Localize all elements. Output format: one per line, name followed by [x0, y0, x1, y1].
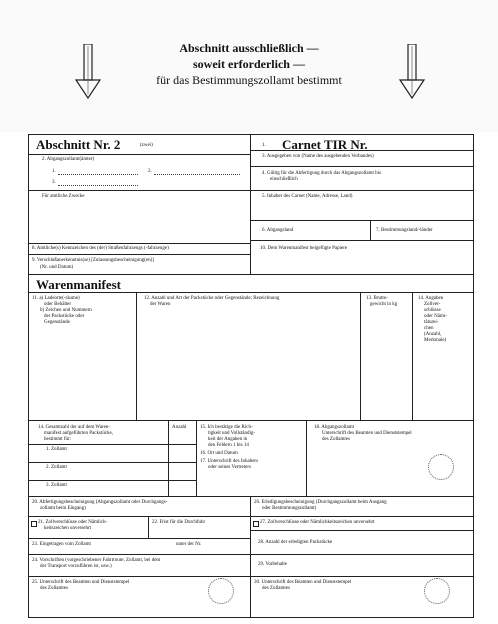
rule [28, 538, 250, 539]
field-21-checkbox[interactable] [31, 521, 37, 527]
zollamt-2: 2. Zollamt [46, 465, 67, 470]
section-title: Abschnitt Nr. 2 [36, 137, 121, 152]
header-line-3: für das Bestimmungszollamt bestimmt [156, 73, 342, 87]
field-3-label: 3. Ausgegeben von (Name des ausgebenden Verbandes) [262, 154, 374, 159]
stamp-circle-18 [428, 454, 454, 480]
field-28-label: 28. Anzahl der erledigten Packstücke [258, 540, 333, 545]
stamp-circle-25 [208, 578, 234, 604]
field-9-line-1: 9. Verschlußanerkenntnis(se) [Zulassungsbescheinigung(en)] [32, 258, 154, 263]
field-18-line-1: 18. Abgangszollamt [314, 425, 354, 430]
rule [250, 190, 474, 191]
field-2-n1: 1. [52, 169, 56, 174]
field-5-label: 5. Inhaber des Carnet (Name, Adresse, Land) [262, 194, 353, 199]
rule [250, 220, 474, 221]
rule [250, 166, 474, 167]
rule [148, 516, 149, 538]
field-14-line-1: 14. Gesamtzahl der auf dem Waren- [38, 425, 110, 430]
rule [28, 254, 250, 255]
col-13-line-2: gewicht in kg [370, 302, 398, 307]
field-6-label: 6. Abgangsland [262, 228, 294, 233]
col-14-8: Merkmale) [424, 338, 447, 343]
col-14-3: schlüsse [424, 308, 441, 313]
field-15-line-3: keit der Angaben in [208, 437, 248, 442]
rule [412, 292, 413, 420]
rule [370, 220, 371, 240]
field-10-label: 10. Dem Warenmanifest beigefügte Papiere [260, 246, 348, 251]
field-18-line-3: des Zollamtes [322, 437, 350, 442]
rule [250, 496, 251, 618]
col-11-a2: oder Behälter [44, 302, 72, 307]
field-18-line-2: Unterschrift des Beamten und Dienststempel [322, 431, 412, 436]
rule [360, 292, 361, 420]
rule [250, 530, 474, 531]
field-27-label: 27. Zollverschlüsse oder Nämlichkeitszeichen unversehrt [260, 520, 375, 525]
col-14-7: (Anzahl, [424, 332, 442, 337]
top-divider [250, 134, 251, 274]
field-20-line-1: 20. Abfertigungsbescheinigung (Abgangszollamt oder Durchgangs- [32, 500, 168, 505]
field-7-label: 7. Bestimmungsland/-länder [376, 228, 433, 233]
field-17-line-2: oder seines Vertreters [208, 465, 251, 470]
field-25-line-2: des Zollamtes [40, 586, 68, 591]
rule [250, 554, 474, 555]
field-2-line-3[interactable] [58, 185, 138, 186]
field-24-line-2: der Transport vorzuführen ist, usw.) [40, 564, 112, 569]
header-line-2: soweit erforderlich — [193, 57, 305, 71]
field-30-line-1: 30. Unterschrift des Beamten und Dienststempel [254, 580, 352, 585]
field-24-line-1: 24. Vorschriften (vorgeschriebener Fahrtroute; Zollamt, bei dem [32, 558, 161, 563]
field-4-line-2: einschließlich [270, 177, 298, 182]
col-11-b2: der Packstücke oder [44, 314, 85, 319]
field-15-line-2: tigkeit und Vollständig- [208, 431, 256, 436]
rule [28, 420, 474, 421]
zollamt-1: 1. Zollamt [46, 447, 67, 452]
right-down-arrow-icon [398, 44, 426, 100]
field-30-line-2: des Zollamtes [262, 586, 290, 591]
stamp-circle-30 [424, 578, 450, 604]
section-suffix: (zwei) [140, 143, 153, 148]
field-2-n2: 2. [148, 169, 152, 174]
col-11-b: b) Zeichen und Nummern [40, 308, 92, 313]
field-8-label: 8. Amtliche(s) Kennzeichen des (der) Straßenfahrzeugs (-fahrzeuge) [32, 246, 169, 251]
header-title [120, 40, 378, 88]
col-12-line-2: der Waren [150, 302, 171, 307]
field-27-checkbox[interactable] [253, 521, 259, 527]
field-22-label: 22. Frist für die Durchfuhr [152, 520, 206, 525]
rule [28, 274, 474, 275]
field-26-line-2: oder Bestimmungszollamt) [262, 506, 317, 511]
header-line-1: Abschnitt ausschließlich — [179, 41, 319, 55]
field-21-line-1: 21. Zollverschlüsse oder Nämlich- [38, 520, 108, 525]
field-29-label: 29. Vorbehalte [258, 562, 287, 567]
rule [28, 480, 196, 481]
field-16-label: 16. Ort und Datum [200, 451, 238, 456]
field-23-label: 23. Eingetragen vom Zollamt [32, 542, 91, 547]
field-23-nr: unter der Nr. [176, 542, 202, 547]
zollamt-3: 3. Zollamt [46, 483, 67, 488]
field-15-line-1: 15. Ich bestätige die Rich- [200, 425, 253, 430]
form-frame [28, 134, 474, 618]
field-25-line-1: 25. Unterschrift des Beamten und Dienststempel [32, 580, 130, 585]
rule [250, 240, 474, 241]
col-13-line-1: 13. Brutto- [366, 296, 388, 301]
field-14-line-3: bestimmt für: [44, 437, 72, 442]
col-11-b3: Gegenstände [44, 320, 70, 325]
rule [250, 150, 474, 151]
anzahl-label: Anzahl [172, 425, 187, 430]
col-14-2: Zollver- [424, 302, 441, 307]
rule [28, 496, 474, 497]
rule [28, 243, 250, 244]
rule [168, 420, 169, 496]
rule [306, 420, 307, 496]
col-12-line-1: 12. Anzahl und Art der Packstücke oder Gegenstände; Bezeichnung [144, 296, 280, 301]
rule [28, 516, 250, 517]
rule [28, 190, 250, 191]
col-14-5: tätszei- [424, 320, 439, 325]
rule [250, 576, 474, 577]
field-20-line-2: zollamt beim Eingang) [40, 506, 86, 511]
field-2-line-2[interactable] [154, 174, 240, 175]
col-14-4: oder Nämi- [424, 314, 447, 319]
carnet-title: Carnet TIR Nr. [282, 137, 368, 152]
official-use-label: Für amtliche Zwecke [42, 194, 85, 199]
field-9-line-2: (Nr. und Datum) [40, 265, 74, 270]
col-11-a: 11. a) Ladeorte(-räume) [32, 296, 80, 301]
rule [28, 444, 196, 445]
rule [28, 462, 196, 463]
rule [28, 554, 250, 555]
field-2-line-1[interactable] [58, 174, 138, 175]
field-26-line-1: 26. Erledigungsbescheinigung (Durchgangszollamt beim Ausgang [254, 500, 387, 505]
left-down-arrow-icon [74, 44, 102, 100]
col-14-1: 14. Angaben [418, 296, 444, 301]
rule [196, 420, 197, 496]
rule [136, 292, 137, 420]
field-15-line-4: den Feldern 1 bis 14 [208, 443, 249, 448]
rule [28, 292, 474, 293]
field-2-label: 2. Abgangszollamt(ämter) [42, 157, 95, 162]
field-1-label: 1. [262, 143, 266, 148]
field-4-line-1: 4. Gültig für die Abfertigung durch das Abgangszollamt bis [262, 171, 382, 176]
col-14-6: chen [424, 326, 434, 331]
rule [28, 576, 250, 577]
field-21-line-2: keitszeichen unversehrt [44, 526, 92, 531]
rule [250, 516, 474, 517]
field-14-line-2: manifest aufgeführten Packstücke, [44, 431, 114, 436]
field-17-line-1: 17. Unterschrift des Inhabers [200, 459, 259, 464]
rule [28, 154, 250, 155]
manifest-title: Warenmanifest [36, 277, 121, 292]
field-2-n3: 3. [52, 180, 56, 185]
